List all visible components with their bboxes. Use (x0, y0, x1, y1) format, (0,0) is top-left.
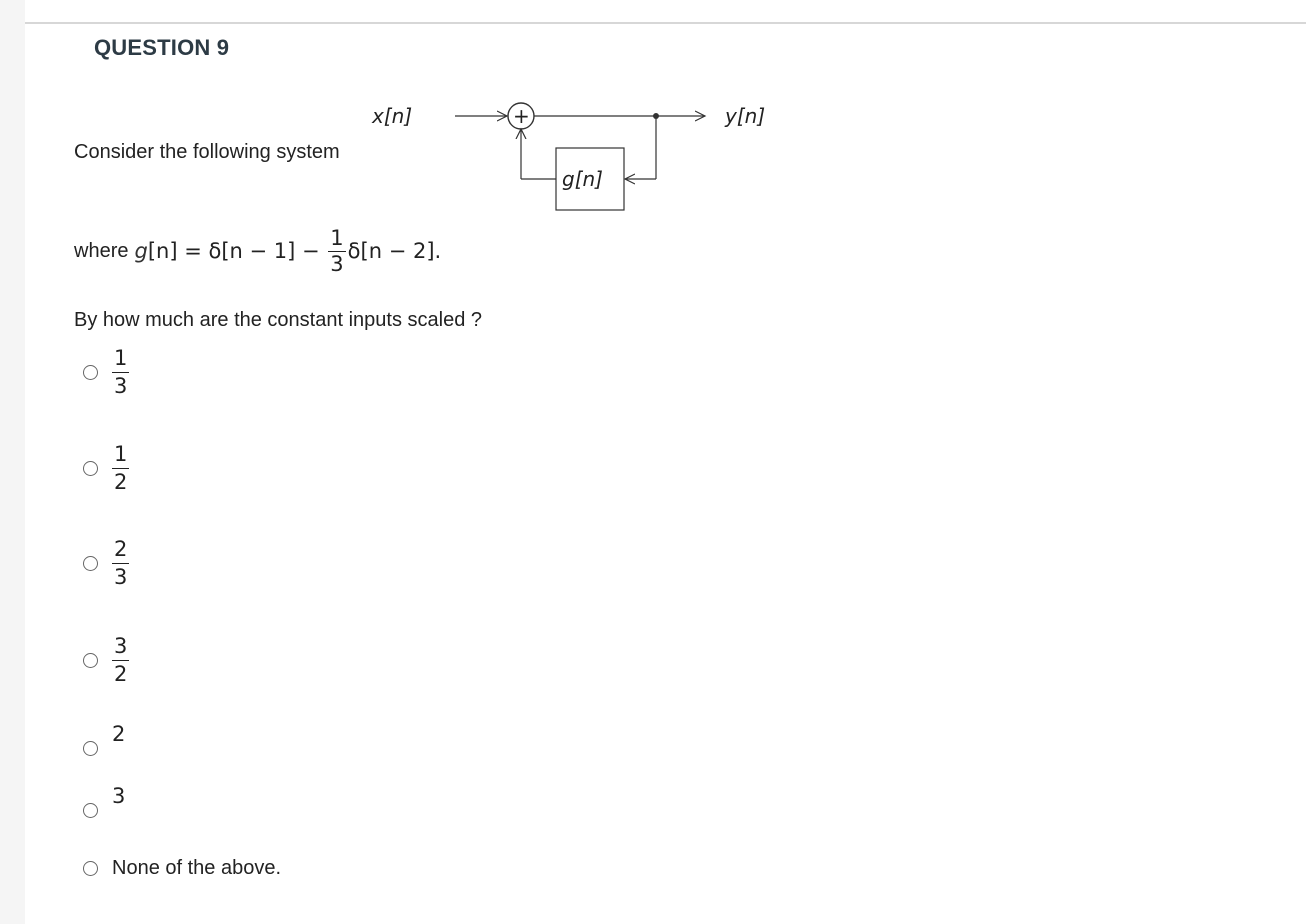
option-numerator: 1 (112, 443, 129, 469)
radio-button[interactable] (83, 653, 98, 668)
option-fraction (112, 443, 129, 494)
option-numerator: 3 (112, 635, 129, 661)
option-label: None of the above. (112, 857, 282, 879)
equation-fraction-numerator: 1 (330, 226, 344, 251)
option-fraction (112, 347, 129, 398)
radio-button[interactable] (83, 365, 98, 380)
option-denominator: 2 (114, 470, 128, 495)
equation-fraction-denominator: 3 (330, 251, 344, 276)
option-fraction (112, 635, 129, 686)
radio-button[interactable] (83, 803, 98, 818)
question-intro: Consider the following system (74, 141, 340, 163)
option-fraction (112, 538, 129, 589)
answer-option-7[interactable] (83, 857, 281, 880)
output-signal-label: y[n] (725, 104, 766, 128)
system-block-diagram (360, 86, 800, 221)
question-title: QUESTION 9 (94, 35, 230, 60)
question-prompt: By how much are the constant inputs scaled ? (74, 309, 483, 331)
answer-option-1[interactable] (83, 347, 129, 398)
option-value: 2 (112, 722, 126, 746)
equation-equals: = (177, 239, 209, 263)
answer-option-3[interactable] (83, 538, 129, 589)
radio-button[interactable] (83, 741, 98, 756)
equation-lhs-arg: [n] (147, 239, 178, 263)
impulse-response-definition (74, 221, 441, 281)
question-separator (25, 22, 1306, 24)
answer-option-6[interactable] (83, 784, 126, 820)
input-signal-label: x[n] (372, 104, 413, 128)
g-block-label: g[n] (562, 167, 603, 191)
adder-symbol: + (513, 104, 530, 128)
left-margin-strip (0, 0, 25, 924)
radio-button[interactable] (83, 461, 98, 476)
option-numerator: 1 (112, 347, 129, 373)
equation-term2: δ[n − 2]. (347, 239, 442, 263)
answer-option-4[interactable] (83, 635, 129, 686)
equation-lhs-func: g (134, 239, 148, 263)
answer-option-2[interactable] (83, 443, 129, 494)
option-denominator: 3 (114, 374, 128, 399)
equation-term1: δ[n − 1] (208, 239, 296, 263)
option-numerator: 2 (112, 538, 129, 564)
equation-fraction (328, 227, 345, 274)
radio-button[interactable] (83, 556, 98, 571)
where-word: where (74, 239, 129, 262)
option-value: 3 (112, 784, 126, 808)
equation (134, 227, 441, 274)
option-denominator: 2 (114, 662, 128, 687)
radio-button[interactable] (83, 861, 98, 876)
option-denominator: 3 (114, 565, 128, 590)
answer-option-5[interactable] (83, 722, 126, 758)
equation-minus: − (295, 239, 327, 263)
